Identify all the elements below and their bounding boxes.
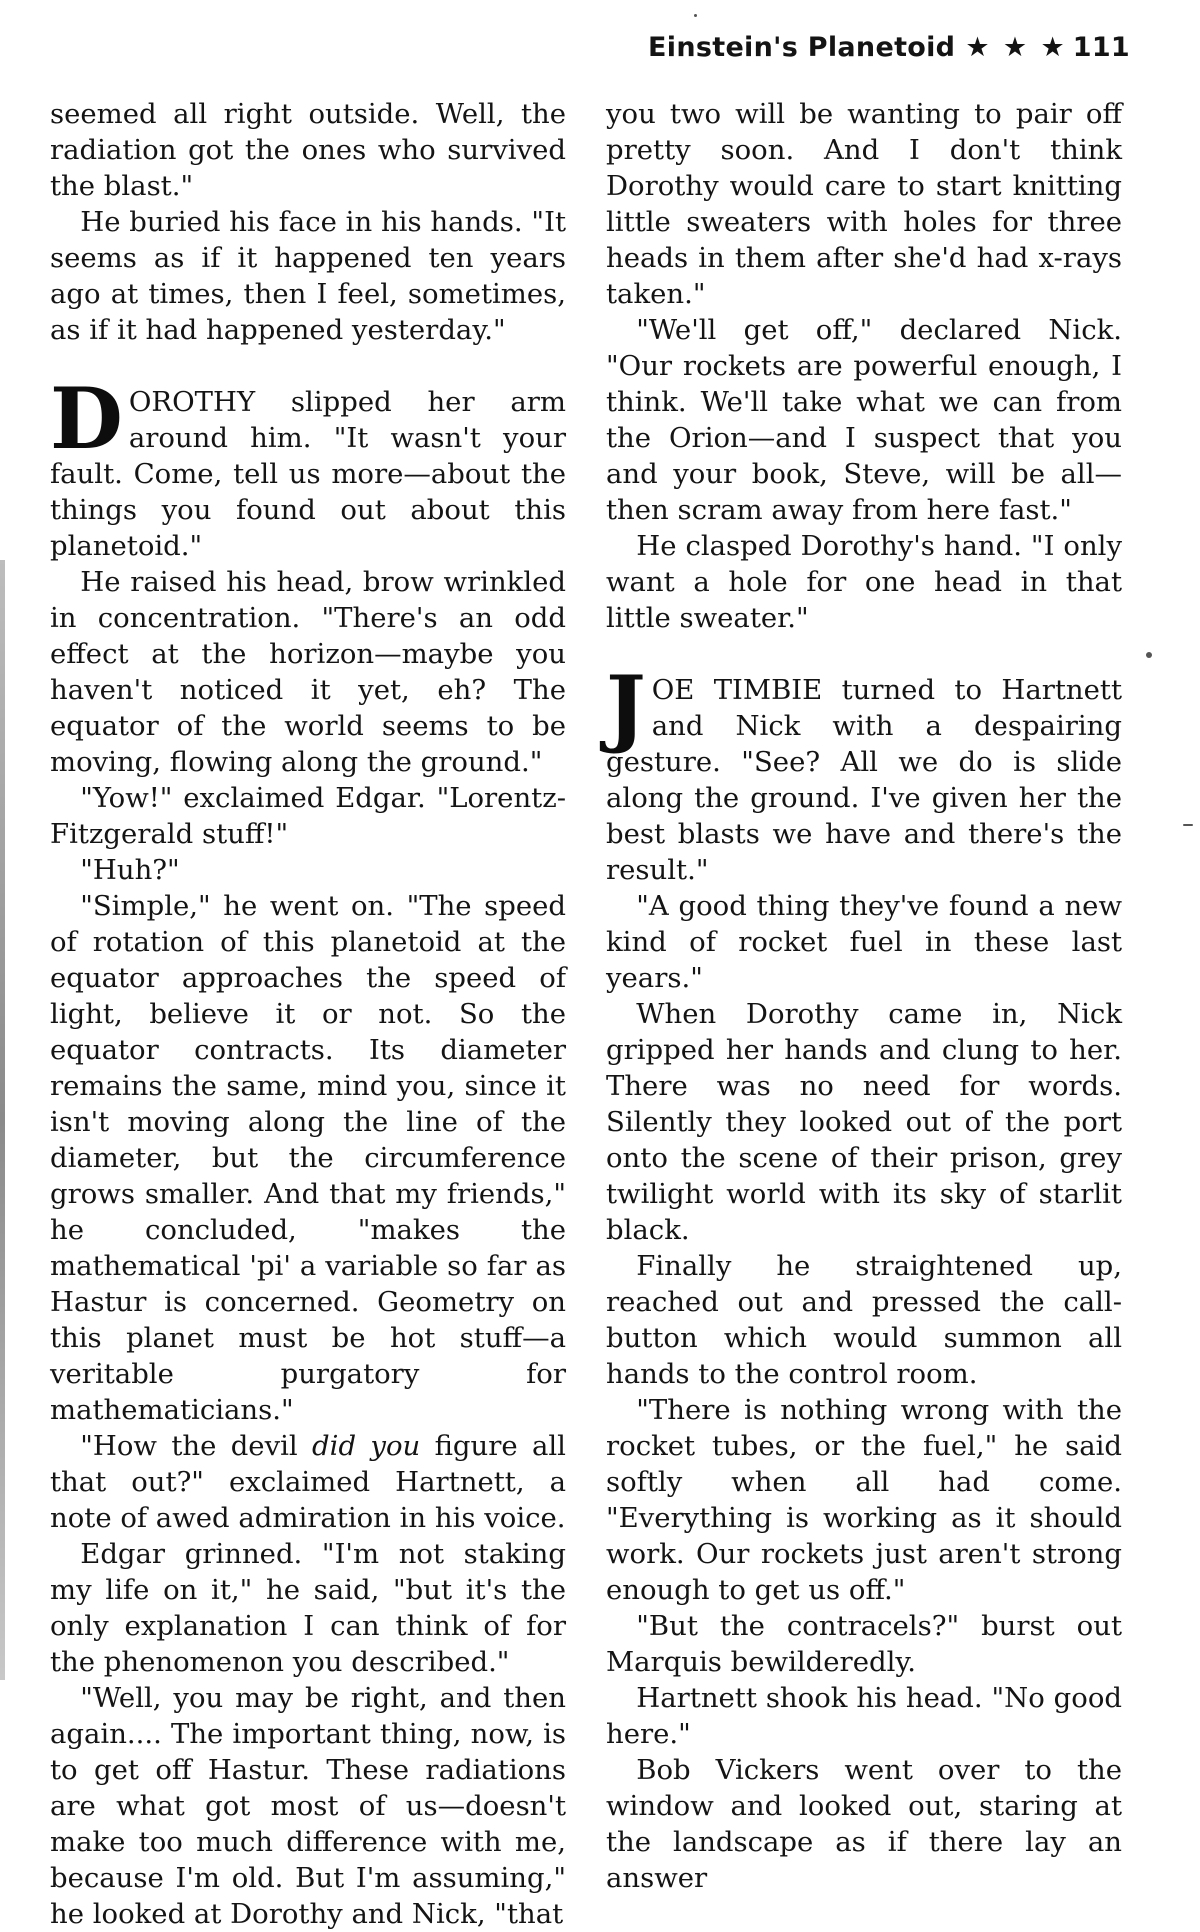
paragraph: seemed all right outside. Well, the radiation got the ones who survived the blast." — [50, 98, 566, 202]
paragraph-with-dropcap — [606, 657, 1122, 888]
italic-word: did — [312, 1430, 357, 1462]
paragraph-with-dropcap — [50, 369, 566, 564]
paragraph: "There is nothing wrong with the rocket tubes, or the fuel," he said softly when all had come. "Everything is working as it should work. Our rockets just aren't strong enough to get us off." — [606, 1394, 1122, 1606]
paragraph: "Well, you may be right, and then again.... The important thing, now, is to get off Hastur. These radiations are what got most of us—doesn't make too much difference with me, because I'm old. But I'm assuming," he looked at Dorothy and Nick, "that — [50, 1682, 566, 1930]
paragraph — [50, 1428, 566, 1536]
running-title: Einstein's Planetoid — [648, 32, 956, 63]
paragraph-text: "How the devil — [80, 1430, 298, 1462]
ink-speck — [1183, 824, 1193, 826]
paragraph: Finally he straightened up, reached out and pressed the call-button which would summon all hands to the control room. — [606, 1250, 1122, 1390]
paragraph: Bob Vickers went over to the window and looked out, staring at the landscape as if there lay an answer — [606, 1754, 1122, 1894]
running-header — [648, 32, 1130, 63]
paragraph-text: slipped her arm around him. "It wasn't your fault. Come, tell us more—about the things you found out about this planetoid." — [50, 386, 566, 562]
paragraph: "But the contracels?" burst out Marquis bewilderedly. — [606, 1610, 1122, 1678]
paragraph: "Yow!" exclaimed Edgar. "Lorentz-Fitzgerald stuff!" — [50, 782, 566, 850]
paragraph: He buried his face in his hands. "It seems as if it happened ten years ago at times, then I feel, sometimes, as if it had happened yesterday." — [50, 206, 566, 346]
small-caps-lead: OE TIMBIE — [651, 674, 823, 706]
right-column — [606, 96, 1122, 1896]
small-caps-lead: OROTHY — [128, 386, 256, 418]
paragraph: "We'll get off," declared Nick. "Our rockets are powerful enough, I think. We'll take what we can from the Orion—and I suspect that you and your book, Steve, will be all—then scram away from here fast." — [606, 314, 1122, 526]
ink-speck — [1146, 652, 1152, 658]
paragraph-text: figure all that out?" exclaimed Hartnett, a note of awed admiration in his voice. — [50, 1430, 566, 1534]
paragraph: He raised his head, brow wrinkled in concentration. "There's an odd effect at the horizon—maybe you haven't noticed it yet, eh? The equator of the world seems to be moving, flowing along the ground." — [50, 566, 566, 778]
paragraph: you two will be wanting to pair off pretty soon. And I don't think Dorothy would care to start knitting little sweaters with holes for three heads in them after she'd had x-rays taken." — [606, 98, 1122, 310]
left-column — [50, 96, 566, 1932]
paragraph: Hartnett shook his head. "No good here." — [606, 1682, 1122, 1750]
star-ornament: ★ ★ ★ — [965, 32, 1067, 63]
paragraph: When Dorothy came in, Nick gripped her hands and clung to her. There was no need for words. Silently they looked out of the port onto the scene of their prison, grey twilight world with its sky of starlit black. — [606, 998, 1122, 1246]
paragraph-text: turned to Hartnett and Nick with a despairing gesture. "See? All we do is slide along the ground. I've given her the best blasts we have and there's the result." — [606, 674, 1122, 886]
page-number: 111 — [1072, 32, 1130, 63]
ink-speck — [694, 14, 697, 17]
paragraph: He clasped Dorothy's hand. "I only want a hole for one head in that little sweater." — [606, 530, 1122, 634]
paragraph: "Simple," he went on. "The speed of rotation of this planetoid at the equator approaches the speed of light, believe it or not. So the equator contracts. Its diameter remains the same, mind you, since it isn't moving along the line of the diameter, but the circumference grows smaller. And that my friends," he concluded, "makes the mathematical 'pi' a variable so far as Hastur is concerned. Geometry on this planet must be hot stuff—a veritable purgatory for mathematicians." — [50, 890, 566, 1426]
paragraph: "A good thing they've found a new kind of rocket fuel in these last years." — [606, 890, 1122, 994]
drop-cap: D — [50, 369, 123, 468]
binding-shadow — [0, 560, 5, 1680]
italic-word: you — [370, 1430, 421, 1462]
paragraph: Edgar grinned. "I'm not staking my life on it," he said, "but it's the only explanation I can think of for the phenomenon you described." — [50, 1538, 566, 1678]
paragraph: "Huh?" — [80, 854, 180, 886]
drop-cap: J — [606, 657, 646, 756]
